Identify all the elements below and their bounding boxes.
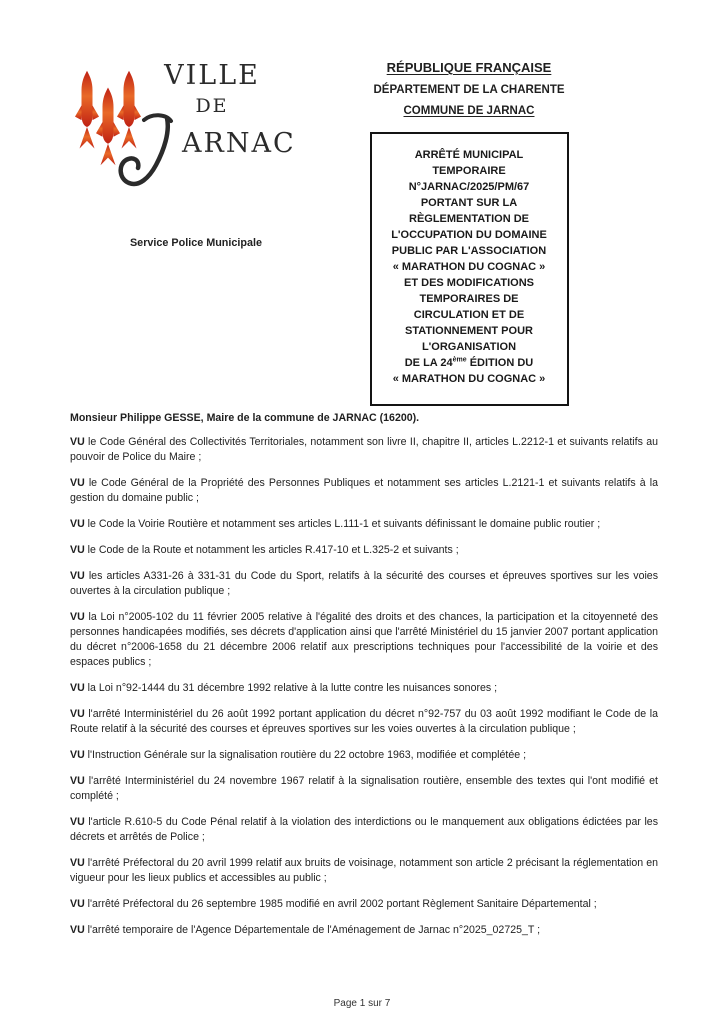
recital-paragraph: VU le Code de la Route et notamment les articles R.417-10 et L.325-2 et suivants ; (70, 544, 459, 556)
departement-heading: DÉPARTEMENT DE LA CHARENTE (373, 84, 565, 96)
service-police-municipale-label: Service Police Municipale (129, 237, 263, 249)
decree-title-line: TEMPORAIRE (432, 165, 506, 177)
recital-paragraph: VU l'arrêté Préfectoral du 20 avril 1999 relatif aux bruits de voisinage, notamment son article 2 précisant la réglementation en vigueur pour les lieux publics et accessibles au public ; (70, 857, 658, 884)
decree-title-line: TEMPORAIRES DE (419, 293, 519, 305)
decree-title-line: RÈGLEMENTATION DE (409, 213, 529, 225)
ville-de-jarnac-logo (70, 60, 296, 190)
recital-paragraph: VU l'arrêté Interministériel du 24 novembre 1967 relatif à la signalisation routière, ensemble des textes qui l'ont modifié et complété ; (70, 775, 658, 802)
recital-paragraph: VU l'Instruction Générale sur la signalisation routière du 22 octobre 1963, modifiée et complétée ; (70, 749, 527, 761)
official-header (354, 60, 584, 406)
decree-title-line: « MARATHON DU COGNAC » (392, 261, 546, 273)
decree-title-line: ET DES MODIFICATIONS (404, 277, 534, 289)
logo-ville-text: VILLE (164, 60, 260, 91)
decree-title-line: ARRÊTÉ MUNICIPAL (414, 149, 524, 161)
swash-j-icon (114, 112, 184, 190)
recital-paragraph: VU l'arrêté temporaire de l'Agence Départementale de l'Aménagement de Jarnac n°2025_02725_T ; (70, 924, 541, 936)
decree-title-box (370, 132, 569, 406)
decree-title-line: L'ORGANISATION (421, 341, 517, 353)
decree-title-line: L'OCCUPATION DU DOMAINE (391, 229, 547, 241)
commune-heading: COMMUNE DE JARNAC (403, 105, 535, 117)
logo-arnac-text: ARNAC (182, 128, 296, 159)
logo-jarnac-text (142, 118, 296, 182)
recital-paragraph: VU l'article R.610-5 du Code Pénal relatif à la violation des interdictions ou le manquement aux obligations édictées par les décrets et arrêtés de Police ; (70, 816, 658, 843)
decree-title-line: DE LA 24ème ÉDITION DU (404, 356, 534, 369)
recital-paragraph: VU l'arrêté Préfectoral du 26 septembre 1985 modifié en avril 2002 portant Règlement Sanitaire Départemental ; (70, 898, 597, 910)
recital-paragraph: VU le Code Général des Collectivités Territoriales, notamment son livre II, chapitre II, articles L.2212-1 et suivants relatifs au pouvoir de Police du Maire ; (70, 436, 658, 463)
page-number: Page 1 sur 7 (333, 998, 391, 1009)
decree-title-line: « MARATHON DU COGNAC » (392, 373, 546, 385)
recital-paragraph: VU les articles A331-26 à 331-31 du Code du Sport, relatifs à la sécurité des courses et épreuves sportives sur les voies ouvertes à la circulation publique ; (70, 570, 658, 597)
recital-paragraph: VU le Code Général de la Propriété des Personnes Publiques et notamment ses articles L.2121-1 et suivants relatifs à la gestion du domaine public ; (70, 477, 658, 504)
recital-paragraph: VU la Loi n°2005-102 du 11 février 2005 relative à l'égalité des droits et des chances, la participation et la citoyenneté des personnes handicapées modifiés, ses décrets d'application ainsi que l'arrêté Ministériel du 15 janvier 2007 portant application du décret n°2006-1658 du 21 décembre 2006 relatif aux prescriptions techniques pour l'accessibilité de la voirie et des espaces publics ; (70, 611, 658, 668)
decree-title-line: PUBLIC PAR L'ASSOCIATION (391, 245, 547, 257)
recital-paragraph: VU l'arrêté Interministériel du 26 août 1992 portant application du décret n°92-757 du 03 août 1992 modifiant le Code de la Route relatif à la sécurité des courses et épreuves sportives sur les voies ouvertes à la circulation publique ; (70, 708, 658, 735)
logo-wordmark (142, 60, 296, 182)
decree-title-line: N°JARNAC/2025/PM/67 (408, 181, 530, 193)
decree-body (70, 412, 658, 949)
decree-title-line: PORTANT SUR LA (420, 197, 518, 209)
recitals (70, 435, 658, 938)
decree-title-line: CIRCULATION ET DE (413, 309, 525, 321)
republique-francaise-heading: RÉPUBLIQUE FRANÇAISE (386, 60, 552, 75)
recital-paragraph: VU la Loi n°92-1444 du 31 décembre 1992 relative à la lutte contre les nuisances sonores ; (70, 682, 498, 694)
decree-title-line: STATIONNEMENT POUR (405, 325, 533, 337)
recital-paragraph: VU le Code la Voirie Routière et notamment ses articles L.111-1 et suivants définissant le domaine public routier ; (70, 518, 601, 530)
mayor-intro-line: Monsieur Philippe GESSE, Maire de la commune de JARNAC (16200). (70, 412, 420, 424)
logo-de-text: DE (195, 95, 229, 117)
